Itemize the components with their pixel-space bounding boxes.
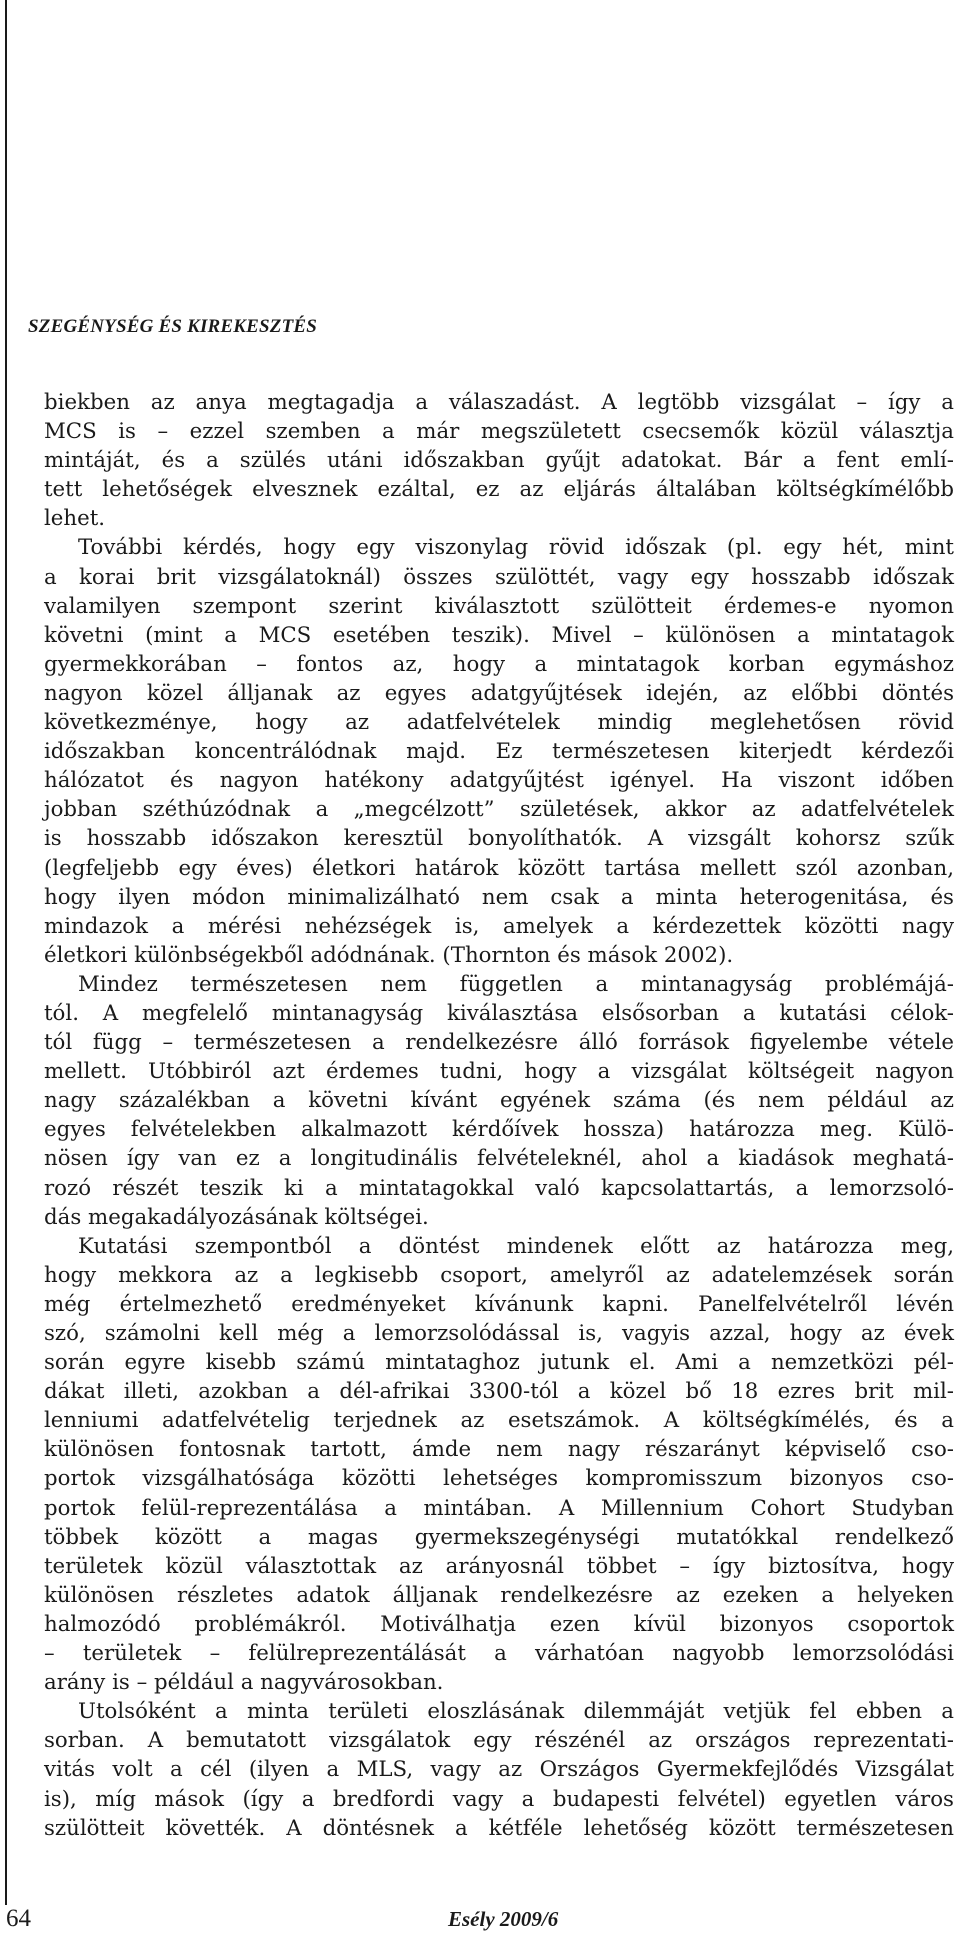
running-header: SZEGÉNYSÉG ÉS KIREKESZTÉS [28, 316, 318, 337]
text-line: MCS is – ezzel szemben a már megszületett csecsemők közül választja [44, 419, 954, 445]
text-line: valamilyen szempont szerint kiválasztott szülötteit érdemes-e nyomon [44, 593, 954, 619]
text-line: portok vizsgálhatósága közötti lehetséges kompromisszum bizonyos cso- [44, 1466, 954, 1492]
text-line: hogy mekkora az a legkisebb csoport, amelyről az adatelemzések során [44, 1262, 954, 1288]
text-line: lenniumi adatfelvételig terjednek az esetszámok. A költségkímélés, és a [44, 1408, 954, 1434]
journal-citation: Esély 2009/6 [448, 1907, 559, 1931]
text-line: különösen fontosnak tartott, ámde nem nagy részarányt képviselő cso- [44, 1437, 954, 1463]
text-line: tól. A megfelelő mintanagyság kiválasztása elsősorban a kutatási célok- [44, 1000, 954, 1026]
text-line: gyermekkorában – fontos az, hogy a mintatagok korban egymáshoz [44, 651, 954, 677]
text-line: nagyon közel álljanak az egyes adatgyűjtések idején, az előbbi döntés [44, 680, 954, 706]
text-line: hogy ilyen módon minimalizálható nem csak a minta heterogenitása, és [44, 884, 954, 910]
text-line: Mindez természetesen nem független a mintanagyság problémájá- [78, 971, 954, 997]
text-line: során egyre kisebb számú mintataghoz jutunk el. Ami a nemzetközi pél- [44, 1350, 954, 1376]
text-line: Kutatási szempontból a döntést mindenek előtt az határozza meg, [78, 1233, 954, 1259]
text-line: területek közül választottak az arányosnál többet – így biztosítva, hogy [44, 1553, 954, 1579]
text-line: tett lehetőségek elvesznek ezáltal, ez az eljárás általában költségkímélőbb [44, 477, 954, 503]
text-line: nösen így van ez a longitudinális felvételeknél, ahol a kiadások meghatá- [44, 1146, 954, 1172]
text-line: arány is – például a nagyvárosokban. [44, 1670, 444, 1696]
text-line: jobban széthúzódnak a „megcélzott” születések, akkor az adatfelvételek [44, 797, 954, 823]
text-line: halmozódó problémákról. Motiválhatja ezen kívül bizonyos csoportok [44, 1611, 954, 1637]
left-margin-rule [5, 0, 7, 1905]
text-line: egyes felvételekben alkalmazott kérdőívek hossza) határozza meg. Külö- [44, 1117, 954, 1143]
text-line: portok felül-reprezentálása a mintában. A Millennium Cohort Studyban [44, 1495, 954, 1521]
text-line: mellett. Utóbbiról azt érdemes tudni, hogy a vizsgálat költségeit nagyon [44, 1059, 954, 1085]
text-line: dákat illeti, azokban a dél-afrikai 3300-tól a közel bő 18 ezres brit mil- [44, 1379, 954, 1405]
text-line: időszakban koncentrálódnak majd. Ez természetesen kiterjedt kérdezői [44, 739, 954, 765]
text-line: különösen részletes adatok álljanak rendelkezésre az ezeken a helyeken [44, 1582, 954, 1608]
text-line: rozó részét teszik ki a mintatagokkal való kapcsolattartás, a lemorzsoló- [44, 1175, 954, 1201]
text-line: mindazok a mérési nehézségek is, amelyek a kérdezettek közötti nagy [44, 913, 954, 939]
body-text [44, 388, 954, 1843]
text-line: szó, számolni kell még a lemorzsolódással is, vagyis azzal, hogy az évek [44, 1321, 954, 1346]
text-line: is), míg mások (így a bredfordi vagy a budapesti felvétel) egyetlen város [44, 1786, 954, 1812]
text-line: Utolsóként a minta területi eloszlásának dilemmáját vetjük fel ebben a [78, 1699, 954, 1725]
text-line: következménye, hogy az adatfelvételek mindig meglehetősen rövid [44, 710, 954, 736]
text-line: követni (mint a MCS esetében teszik). Mivel – különösen a mintatagok [44, 622, 954, 648]
text-line: dás megakadályozásának költségei. [44, 1204, 429, 1230]
text-line: a korai brit vizsgálatoknál) összes szülöttét, vagy egy hosszabb időszak [44, 564, 954, 590]
text-line: vitás volt a cél (ilyen a MLS, vagy az Országos Gyermekfejlődés Vizsgálat [44, 1757, 954, 1783]
text-line: biekben az anya megtagadja a válaszadást. A legtöbb vizsgálat – így a [44, 390, 954, 415]
text-line: tól függ – természetesen a rendelkezésre álló források figyelembe vétele [44, 1030, 954, 1056]
text-line: sorban. A bemutatott vizsgálatok egy részénél az országos reprezentati- [44, 1728, 954, 1754]
text-line: További kérdés, hogy egy viszonylag rövid időszak (pl. egy hét, mint [78, 535, 954, 561]
text-line: lehet. [44, 506, 106, 532]
page-number: 64 [6, 1905, 31, 1932]
text-line: is hosszabb időszakon keresztül bonyolíthatók. A vizsgált kohorsz szűk [44, 826, 954, 852]
text-line: hálózatot és nagyon hatékony adatgyűjtést igényel. Ha viszont időben [44, 768, 954, 794]
text-line: – területek – felülreprezentálását a várhatóan nagyobb lemorzsolódási [44, 1641, 954, 1667]
text-line: (legfeljebb egy éves) életkori határok között tartása mellett szól azonban, [44, 855, 954, 881]
text-line: többek között a magas gyermekszegénységi mutatókkal rendelkező [44, 1524, 954, 1550]
text-line: életkori különbségekből adódnának. (Thornton és mások 2002). [44, 942, 734, 968]
text-line: mintáját, és a szülés utáni időszakban gyűjt adatokat. Bár a fent emlí- [44, 448, 954, 474]
text-line: nagy százalékban a követni kívánt egyének száma (és nem például az [44, 1088, 954, 1114]
text-line: még értelmezhető eredményeket kívánunk kapni. Panelfelvételről lévén [44, 1291, 954, 1317]
text-line: szülötteit követték. A döntésnek a kétféle lehetőség között természetesen [44, 1815, 954, 1841]
